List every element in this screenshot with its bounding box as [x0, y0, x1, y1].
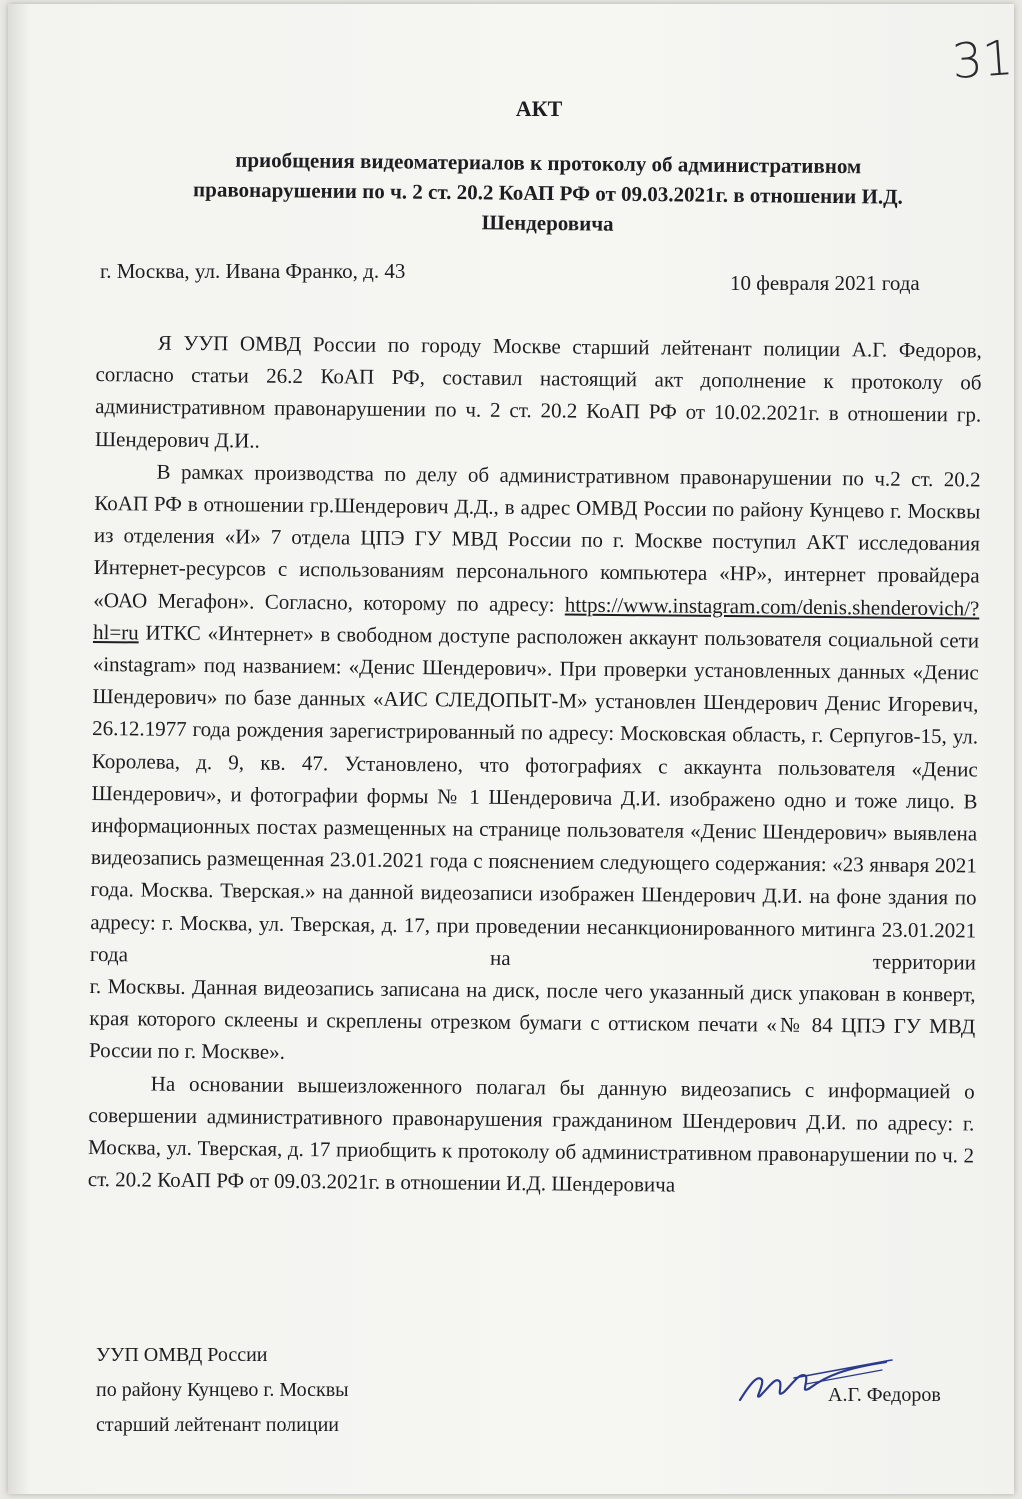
signature-block — [96, 1338, 349, 1443]
paragraph-2-end: г. Москвы. Данная видеозапись записана на диск, после чего указанный диск упакован в конверт, края которого склеены и скреплены отрезком бумаги с оттиском печати «№ 84 ЦПЭ ГУ МВД России по г. Москве». — [88, 974, 976, 1065]
paragraph-2-text-continued: ИТКС «Интернет» в свободном доступе расположен аккаунт пользователя социальной сети «instagram» под названием: «Денис Шендерович». При проверки установленных данных «Денис Шендерович» по базе данных «АИС СЛЕДОПЫТ-М» установлен Шендерович Денис Игоревич, 26.12.1977 года рождения зарегистрированный по адресу: Московская область, г. Серпугов-15, ул. Королева, д. 9, кв. 47. Установлено, что фотографиях с аккаунта пользователя «Денис Шендерович», и фотографии формы № 1 Шендеровича Д.И. изображено одно и тоже лицо. В информационных постах размещенных на странице пользователя «Денис Шендерович» выявлена видеозапись размещенная 23.01.2021 года с пояснением следующего содержания: «23 января 2021 года. Москва. Тверская.» на данной видеозаписи изображен Шендерович Д.И. на фоне здания по адресу: г. Москва, ул. Тверская, д. 17, при проведении несанкционированного митинга 23.01.2021 года на территории — [89, 620, 980, 975]
subtitle-line: приобщения видеоматериалов к протоколу об административном — [235, 147, 862, 179]
document-place: г. Москва, ул. Ивана Франко, д. 43 — [100, 259, 406, 283]
signer-position-line: по району Кунцево г. Москвы — [96, 1379, 349, 1401]
document-title: АКТ — [515, 96, 563, 121]
signer-name: А.Г. Федоров — [828, 1384, 941, 1406]
document-subtitle — [118, 143, 979, 242]
subtitle-line: Шендеровича — [481, 210, 614, 236]
handwritten-page-number: 31 — [950, 29, 1015, 91]
instagram-link: https://www.instagram.com/denis.shenderovich/?hl=ru — [92, 592, 980, 645]
paragraph-3: На основании вышеизложенного полагал бы данную видеозапись с информацией о совершении административного правонарушения гражданином Шендерович Д.И. по адресу: г. Москва, ул. Тверская, д. 17 приобщить к протоколу об административном правонарушении по ч. 2 ст. 20.2 КоАП РФ от 09.03.2021г. в отношении И.Д. Шендеровича — [87, 1071, 975, 1197]
signer-position-line: старший лейтенант полиции — [96, 1414, 339, 1436]
document-page — [8, 4, 1014, 1494]
paragraph-2 — [90, 455, 981, 979]
paragraph-2-text: В рамках производства по делу об административном правонарушении по ч.2 ст. 20.2 КоАП РФ в отношении гр.Шендерович Д.Д., в адрес ОМВД России по району Кунцево г. Москвы из отделения «И» 7 отдела ЦПЭ ГУ МВД России по г. Москве поступил АКТ исследования Интернет-ресурсов с использованиям персонального компьютера «HP», интернет провайдера «ОАО Мегафон». Согласно, которому по адресу: — [93, 459, 981, 617]
document-date: 10 февраля 2021 года — [730, 271, 920, 295]
signer-position-line: УУП ОМВД России — [96, 1344, 268, 1366]
document-body — [88, 326, 982, 1204]
paragraph-1: Я УУП ОМВД России по городу Москве старший лейтенант полиции А.Г. Федоров, согласно статьи 26.2 КоАП РФ, составил настоящий акт дополнение к протоколу об административном правонарушении по ч. 2 ст. 20.2 КоАП РФ от 10.02.2021г. в отношении гр. Шендерович Д.И.. — [94, 330, 982, 453]
subtitle-line: правонарушении по ч. 2 ст. 20.2 КоАП РФ от 09.03.2021г. в отношении И.Д. — [192, 177, 904, 209]
